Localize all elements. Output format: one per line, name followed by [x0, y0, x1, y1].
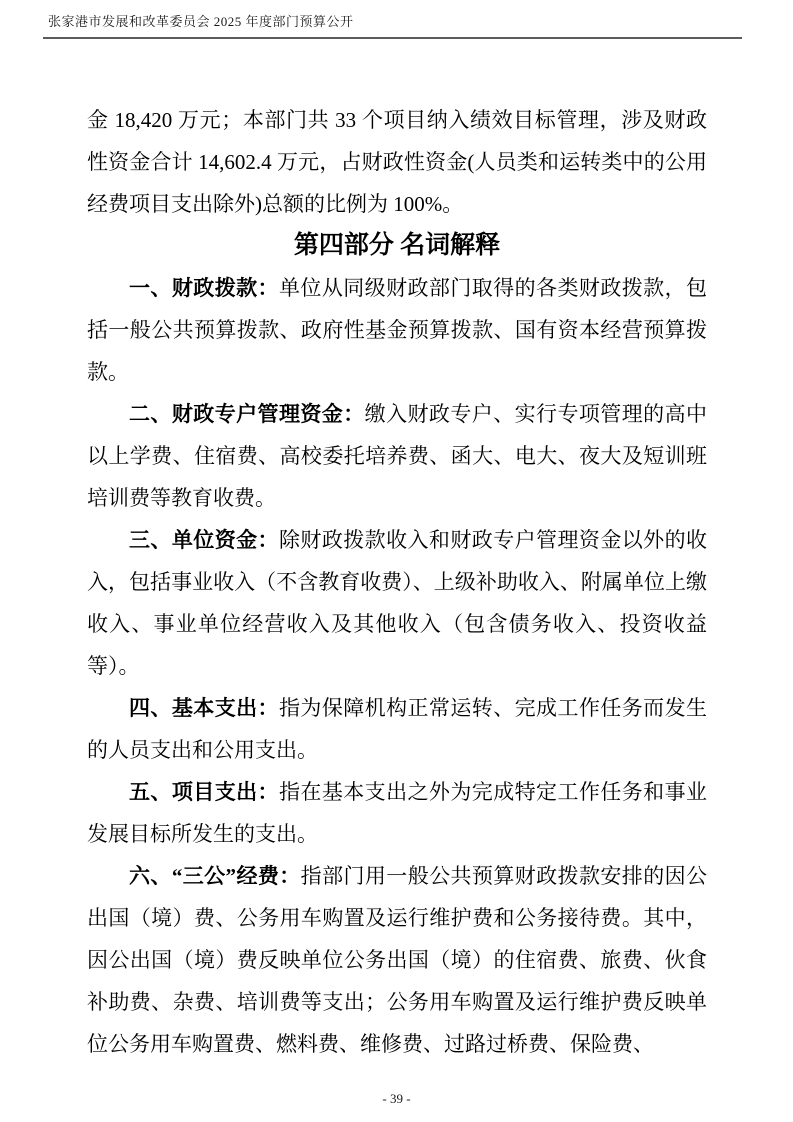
definition-text: 单位从同级财政部门取得的各类财政拨款，包括一般公共预算拨款、政府性基金预算拨款、国有资本经营预算拨款。 [87, 276, 708, 384]
definition-item-1 [87, 267, 707, 393]
definition-text: 缴入财政专户、实行专项管理的高中以上学费、住宿费、高校委托培养费、函大、电大、夜大及短训班培训费等教育收费。 [87, 402, 708, 510]
definition-text: 除财政拨款收入和财政专户管理资金以外的收入，包括事业收入（不含教育收费）、上级补助收入、附属单位上缴收入、事业单位经营收入及其他收入（包含债务收入、投资收益等）。 [87, 528, 708, 678]
definition-term: 四、基本支出： [129, 696, 279, 720]
page-number: - 39 - [382, 1091, 411, 1106]
definition-text: 指在基本支出之外为完成特定工作任务和事业发展目标所发生的支出。 [87, 780, 708, 846]
intro-paragraph: 金 18,420 万元；本部门共 33 个项目纳入绩效目标管理，涉及财政性资金合计 14,602.4 万元，占财政性资金(人员类和运转类中的公用经费项目支出除外)总额的比例为 100%。 [87, 108, 707, 216]
definition-term: 二、财政专户管理资金： [129, 402, 365, 426]
header-title: 张家港市发展和改革委员会 2025 年度部门预算公开 [48, 14, 354, 29]
definition-item-3 [87, 519, 707, 687]
page-header [48, 13, 753, 31]
definition-item-2 [87, 393, 707, 519]
definition-item-5 [87, 771, 707, 855]
definition-term: 六、“三公”经费： [129, 864, 301, 888]
definition-text: 指部门用一般公共预算财政拨款安排的因公出国（境）费、公务用车购置及运行维护费和公务接待费。其中，因公出国（境）费反映单位公务出国（境）的住宿费、旅费、伙食补助费、杂费、培训费等支出；公务用车购置及运行维护费反映单位公务用车购置费、燃料费、维修费、过路过桥费、保险费、 [87, 864, 708, 1056]
definition-item-4 [87, 687, 707, 771]
section-title: 第四部分 名词解释 [293, 232, 501, 259]
definition-term: 五、项目支出： [129, 780, 279, 804]
page-footer [0, 1091, 793, 1107]
definition-text: 指为保障机构正常运转、完成工作任务而发生的人员支出和公用支出。 [87, 696, 708, 762]
definition-term: 一、财政拨款： [129, 276, 279, 300]
header-divider [43, 37, 742, 39]
definition-term: 三、单位资金： [129, 528, 279, 552]
document-body [87, 99, 707, 1065]
definition-item-6 [87, 855, 707, 1065]
